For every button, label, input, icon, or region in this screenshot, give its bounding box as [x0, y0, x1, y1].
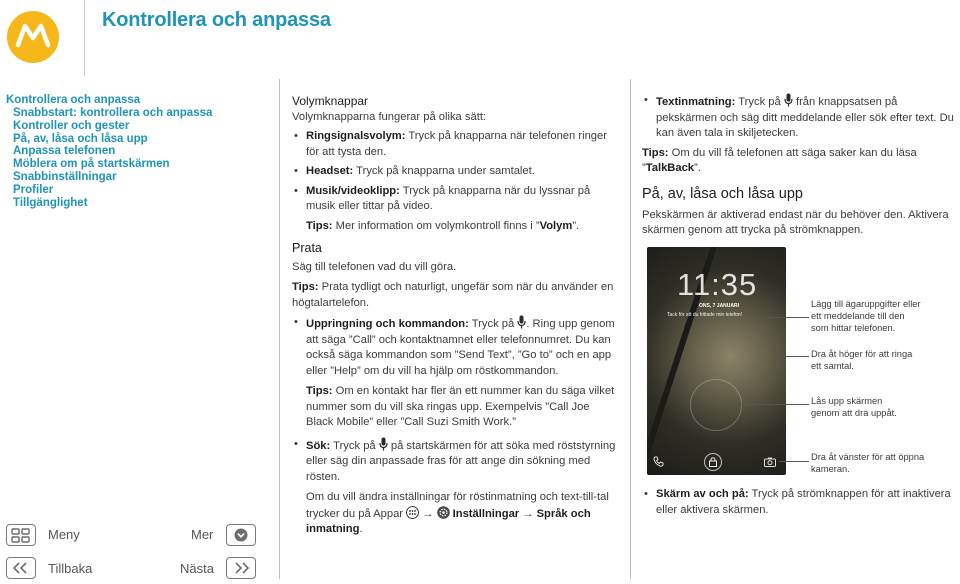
callout-line-owner: [762, 317, 809, 318]
microphone-icon: [517, 315, 526, 329]
more-label[interactable]: Mer: [191, 527, 214, 542]
language-input-link[interactable]: Språk och inmatning: [306, 507, 591, 535]
gear-icon: [437, 506, 450, 519]
back-label[interactable]: Tillbaka: [48, 561, 93, 576]
column-divider-left: [279, 79, 280, 579]
toc-item-on-off-lock[interactable]: På, av, låsa och låsa upp: [13, 132, 148, 145]
callout-swipe-right-call: Dra åt höger för att ringa ett samtal.: [811, 349, 913, 371]
back-button[interactable]: [6, 557, 36, 579]
volume-lead: Volymknapparna fungerar på olika sätt:: [292, 110, 487, 123]
callout-line-call: [775, 356, 809, 357]
bullet-ringtone-volume: • Ringsignalsvolym: Tryck på knapparna när telefonen ringer för att tysta den.: [292, 129, 618, 160]
on-off-lead: Pekskärmen är aktiverad endast när du behöver den. Aktivera skärmen genom att trycka på strömknappen.: [642, 208, 949, 236]
content-column-middle: [292, 94, 618, 538]
toc-heading-link[interactable]: Kontrollera och anpassa: [6, 94, 141, 106]
more-button[interactable]: [226, 524, 256, 546]
menu-label[interactable]: Meny: [48, 527, 80, 542]
callout-swipe-left-camera: Dra åt vänster för att öppna kameran.: [811, 452, 925, 474]
column-divider-right: [630, 79, 631, 579]
lock-icon: [704, 453, 722, 471]
section-heading-talk: Prata: [292, 241, 322, 255]
talk-tip-2: Tips: Om en kontakt har fler än ett nummer kan du säga vilket nummer som du vill ska ringas upp. Exempelvis ”Call Joe Black Mobile” eller ”Call Suzi Smith Work.”: [306, 385, 615, 428]
header-divider: [84, 0, 85, 76]
chevron-down-icon: [233, 527, 249, 543]
section-heading-on-off-lock: På, av, låsa och låsa upp: [642, 185, 803, 202]
callout-line-unlock: [730, 404, 809, 405]
table-of-contents: [6, 94, 226, 209]
apps-icon: [406, 506, 419, 519]
toc-item-profiles[interactable]: Profiler: [13, 183, 54, 196]
toc-item-controls-gestures[interactable]: Kontroller och gester: [13, 119, 130, 132]
motorola-logo: [7, 11, 59, 63]
microphone-icon: [784, 93, 793, 107]
bullet-text-input: • Textinmatning: Tryck på från knappsatsen på pekskärmen och säg ditt meddelande eller sök efter text. Du kan även tala in skiljetecken.: [642, 93, 958, 142]
lockscreen-date: ONS, 7 JANUARI: [699, 303, 740, 309]
toc-item-quick-settings[interactable]: Snabbinställningar: [13, 170, 117, 183]
voice-settings-instructions: Om du vill ändra inställningar för röstinmatning och text-till-tal trycker du på Appar → Inställningar → Språk och inmatning.: [306, 491, 609, 535]
lockscreen-image: [647, 247, 786, 475]
camera-icon: [764, 457, 776, 467]
double-chevron-right-icon: [231, 562, 251, 574]
bullet-search: • Sök: Tryck på på startskärmen för att söka med röststyrning eller säg din anpassade fras för att ange din sökning med rösten.: [292, 437, 618, 486]
talk-tip: Tips: Prata tydligt och naturligt, ungefär som när du använder en högtalartelefon.: [292, 281, 614, 309]
callout-line-camera: [779, 461, 809, 462]
callout-swipe-up-unlock: Lås upp skärmen genom att dra uppåt.: [811, 396, 897, 418]
talkback-tip: Tips: Om du vill få telefonen att säga saker kan du läsa ”TalkBack”.: [642, 146, 917, 174]
toc-item-rearrange-home[interactable]: Möblera om på startskärmen: [13, 158, 170, 171]
page-title: Kontrollera och anpassa: [102, 9, 331, 31]
bullet-screen-on-off: • Skärm av och på: Tryck på strömknappen för att inaktivera eller aktivera skärmen.: [642, 487, 958, 518]
content-column-right: [642, 93, 958, 239]
section-heading-volume: Volymknappar: [292, 94, 369, 108]
bullet-dialing-commands: • Uppringning och kommandon: Tryck på . Ring upp genom att säga ”Call” och kontaktnamnet eller telefonnumret. Du kan också säga kommandon som ”Send Text”, ”Go to” och en app eller ”Help” om du vill ha hjälp om röstkommandon.: [292, 315, 618, 379]
next-label[interactable]: Nästa: [180, 561, 214, 576]
talkback-link[interactable]: TalkBack: [645, 162, 695, 174]
volume-tip: Tips: Mer information om volymkontroll finns i ”Volym”.: [306, 219, 580, 232]
volume-link[interactable]: Volym: [539, 219, 573, 232]
toc-item-customize-phone[interactable]: Anpassa telefonen: [13, 145, 116, 158]
next-button[interactable]: [226, 557, 256, 579]
bullet-headset: • Headset: Tryck på knapparna under samtalet.: [292, 164, 618, 180]
unlock-ring: [690, 379, 742, 431]
callout-owner-info: Lägg till ägaruppgifter eller ett meddelande till den som hittar telefonen.: [811, 299, 921, 333]
double-chevron-left-icon: [11, 562, 31, 574]
settings-link[interactable]: Inställningar: [452, 507, 520, 520]
microphone-icon: [379, 437, 388, 451]
lockscreen-time: 11:35: [677, 267, 758, 302]
bullet-music-video: • Musik/videoklipp: Tryck på knapparna när du lyssnar på musik eller tittar på video.: [292, 184, 618, 215]
grid-icon: [11, 528, 31, 543]
talk-lead: Säg till telefonen vad du vill göra.: [292, 260, 457, 273]
toc-item-quickstart[interactable]: Snabbstart: kontrollera och anpassa: [13, 107, 213, 119]
screen-on-off-block: [642, 487, 958, 518]
menu-button[interactable]: [6, 524, 36, 546]
phone-icon: [653, 456, 664, 467]
lockscreen-owner-message: Tack för att du hittade min telefon!: [667, 312, 743, 318]
toc-item-accessibility[interactable]: Tillgänglighet: [13, 196, 88, 209]
